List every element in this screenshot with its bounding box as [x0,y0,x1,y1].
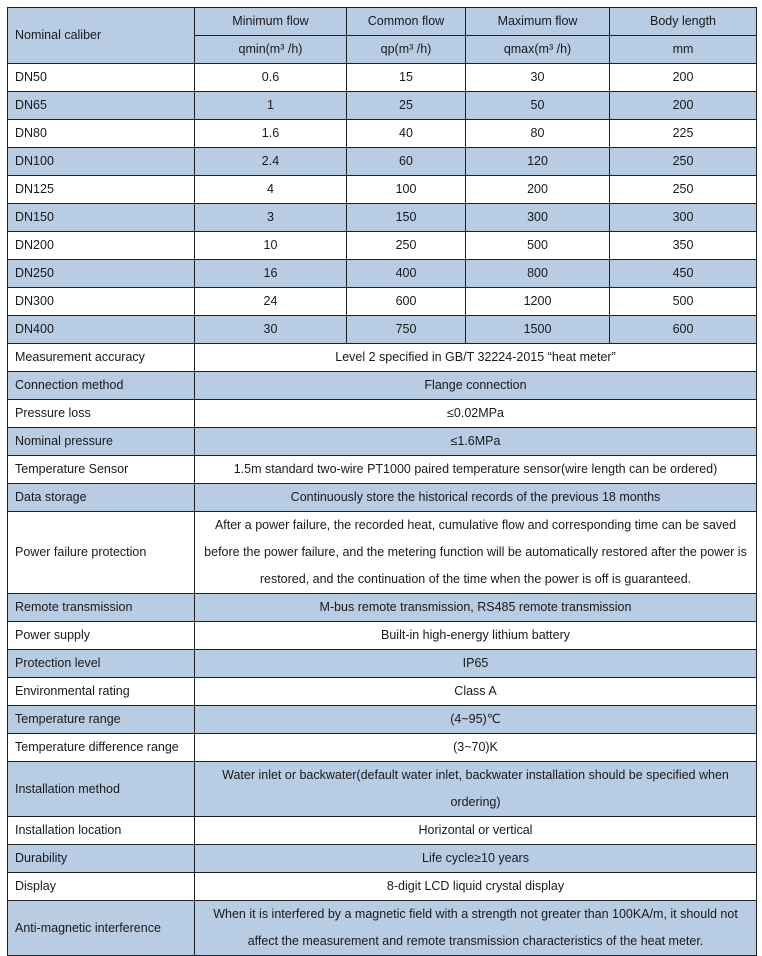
spec-value: Water inlet or backwater(default water inlet, backwater installation should be specified when ordering) [195,762,757,817]
spec-label: Temperature difference range [8,734,195,762]
header-row-names [8,8,757,36]
spec-row [8,678,757,706]
spec-label: Durability [8,845,195,873]
caliber-cell: DN300 [8,288,195,316]
body-length-cell: 225 [610,120,757,148]
body-length-cell: 300 [610,204,757,232]
qmax-cell: 800 [466,260,610,288]
spec-label: Protection level [8,650,195,678]
spec-value: 8-digit LCD liquid crystal display [195,873,757,901]
qmin-cell: 3 [195,204,347,232]
spec-label: Environmental rating [8,678,195,706]
spec-value: (3~70)K [195,734,757,762]
qmax-cell: 30 [466,64,610,92]
spec-table [7,7,757,956]
spec-row [8,372,757,400]
qp-cell: 60 [347,148,466,176]
caliber-row [8,260,757,288]
header-unit-length: mm [610,36,757,64]
spec-value: Level 2 specified in GB/T 32224-2015 “heat meter” [195,344,757,372]
spec-row [8,344,757,372]
header-unit-qp: qp(m³ /h) [347,36,466,64]
spec-value: M-bus remote transmission, RS485 remote transmission [195,594,757,622]
spec-value: Built-in high-energy lithium battery [195,622,757,650]
qp-cell: 15 [347,64,466,92]
spec-label: Display [8,873,195,901]
spec-row [8,901,757,956]
caliber-row [8,92,757,120]
caliber-row [8,232,757,260]
spec-row [8,622,757,650]
qmax-cell: 300 [466,204,610,232]
qmax-cell: 50 [466,92,610,120]
body-length-cell: 600 [610,316,757,344]
qp-cell: 600 [347,288,466,316]
spec-value: 1.5m standard two-wire PT1000 paired temperature sensor(wire length can be ordered) [195,456,757,484]
body-length-cell: 250 [610,176,757,204]
caliber-row [8,120,757,148]
spec-sheet [7,7,757,956]
spec-value: When it is interfered by a magnetic field with a strength not greater than 100KA/m, it should not affect the measurement and remote transmission characteristics of the heat meter. [195,901,757,956]
header-body-length: Body length [610,8,757,36]
spec-value: ≤0.02MPa [195,400,757,428]
spec-row [8,484,757,512]
caliber-rows [8,64,757,344]
body-length-cell: 450 [610,260,757,288]
spec-value: (4~95)℃ [195,706,757,734]
spec-row [8,873,757,901]
caliber-cell: DN80 [8,120,195,148]
header-maximum-flow: Maximum flow [466,8,610,36]
caliber-row [8,204,757,232]
spec-label: Power supply [8,622,195,650]
spec-value: Horizontal or vertical [195,817,757,845]
qmin-cell: 0.6 [195,64,347,92]
spec-label: Installation location [8,817,195,845]
spec-label: Connection method [8,372,195,400]
spec-label: Nominal pressure [8,428,195,456]
spec-label: Power failure protection [8,512,195,594]
qmin-cell: 1 [195,92,347,120]
spec-value: IP65 [195,650,757,678]
qmax-cell: 500 [466,232,610,260]
spec-value: ≤1.6MPa [195,428,757,456]
spec-rows [8,344,757,956]
header-unit-qmax: qmax(m³ /h) [466,36,610,64]
qmin-cell: 1.6 [195,120,347,148]
spec-row [8,400,757,428]
caliber-row [8,64,757,92]
spec-label: Data storage [8,484,195,512]
body-length-cell: 250 [610,148,757,176]
qmin-cell: 24 [195,288,347,316]
qmax-cell: 1200 [466,288,610,316]
spec-row [8,594,757,622]
qp-cell: 100 [347,176,466,204]
spec-label: Pressure loss [8,400,195,428]
spec-value: Life cycle≥10 years [195,845,757,873]
spec-value: Flange connection [195,372,757,400]
spec-row [8,845,757,873]
qp-cell: 400 [347,260,466,288]
qp-cell: 150 [347,204,466,232]
body-length-cell: 350 [610,232,757,260]
spec-label: Anti-magnetic interference [8,901,195,956]
caliber-cell: DN400 [8,316,195,344]
spec-label: Measurement accuracy [8,344,195,372]
spec-value: Class A [195,678,757,706]
body-length-cell: 200 [610,64,757,92]
qmin-cell: 10 [195,232,347,260]
spec-row [8,650,757,678]
spec-value: Continuously store the historical records of the previous 18 months [195,484,757,512]
caliber-cell: DN200 [8,232,195,260]
qmin-cell: 30 [195,316,347,344]
spec-row [8,817,757,845]
qmin-cell: 2.4 [195,148,347,176]
spec-label: Temperature Sensor [8,456,195,484]
caliber-cell: DN125 [8,176,195,204]
qmin-cell: 4 [195,176,347,204]
spec-row [8,428,757,456]
spec-row [8,734,757,762]
header-unit-qmin: qmin(m³ /h) [195,36,347,64]
qmax-cell: 120 [466,148,610,176]
header-common-flow: Common flow [347,8,466,36]
body-length-cell: 500 [610,288,757,316]
header-minimum-flow: Minimum flow [195,8,347,36]
caliber-cell: DN50 [8,64,195,92]
caliber-row [8,148,757,176]
qp-cell: 25 [347,92,466,120]
spec-row [8,706,757,734]
header-nominal-caliber: Nominal caliber [8,8,195,64]
qmax-cell: 200 [466,176,610,204]
body-length-cell: 200 [610,92,757,120]
qp-cell: 250 [347,232,466,260]
qp-cell: 750 [347,316,466,344]
caliber-cell: DN150 [8,204,195,232]
spec-row [8,456,757,484]
spec-value: After a power failure, the recorded heat, cumulative flow and corresponding time can be saved before the power failure, and the metering function will be automatically restored after the power is restored, and the continuation of the time when the power is off is guaranteed. [195,512,757,594]
caliber-cell: DN250 [8,260,195,288]
spec-row [8,762,757,817]
spec-row [8,512,757,594]
qmin-cell: 16 [195,260,347,288]
caliber-cell: DN100 [8,148,195,176]
caliber-row [8,316,757,344]
caliber-row [8,288,757,316]
spec-label: Installation method [8,762,195,817]
qmax-cell: 1500 [466,316,610,344]
spec-label: Temperature range [8,706,195,734]
caliber-row [8,176,757,204]
caliber-cell: DN65 [8,92,195,120]
qp-cell: 40 [347,120,466,148]
spec-label: Remote transmission [8,594,195,622]
qmax-cell: 80 [466,120,610,148]
